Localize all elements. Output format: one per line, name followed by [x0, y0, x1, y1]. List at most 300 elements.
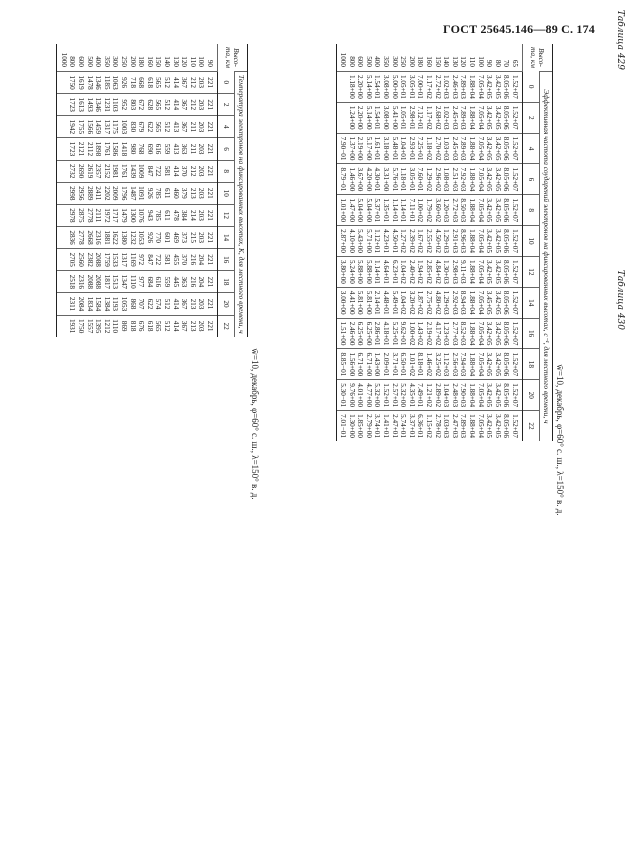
page-header: ГОСТ 25645.146—89 С. 174: [443, 22, 595, 36]
value-cell: 8.05+06: [502, 349, 511, 380]
height-cell: 500: [85, 56, 94, 67]
table-430-body: [336, 44, 522, 441]
height-cell: 110: [468, 56, 477, 67]
value-cell: 3.42+05: [493, 164, 502, 195]
height-cell: 180: [137, 56, 146, 67]
value-cell: 1439: [128, 160, 137, 182]
value-cell: 7.01−01: [336, 411, 347, 441]
value-cell: 204: [197, 249, 206, 271]
value-cell: 2.47+01: [390, 411, 399, 441]
value-cell: 4.10+00: [347, 226, 356, 257]
value-cell: 4.64+01: [382, 256, 391, 287]
value-cell: 1.88+04: [467, 256, 476, 287]
value-cell: 6.23+01: [390, 256, 399, 287]
value-cell: 7.89+03: [459, 411, 468, 441]
value-cell: 1834: [85, 293, 94, 315]
table-row: [424, 44, 433, 441]
time-column-header: 6: [218, 138, 235, 160]
value-cell: 1.88+04: [467, 226, 476, 257]
value-cell: 565: [154, 94, 163, 116]
value-cell: 830: [128, 116, 137, 138]
table-row: [485, 44, 494, 441]
table-row: [407, 44, 416, 441]
value-cell: 2.19+02: [424, 318, 433, 349]
value-cell: 616: [154, 138, 163, 160]
value-cell: 1110: [111, 315, 120, 337]
value-cell: 3.42+05: [485, 318, 494, 349]
value-cell: 1.43+00: [373, 349, 382, 380]
value-cell: 213: [188, 182, 197, 204]
value-cell: 565: [154, 315, 163, 337]
value-cell: 213: [188, 293, 197, 315]
value-cell: 803: [128, 94, 137, 116]
value-cell: 690: [145, 138, 154, 160]
value-cell: 221: [205, 293, 217, 315]
value-cell: 722: [154, 160, 163, 182]
height-cell: 130: [171, 56, 180, 67]
value-cell: 8.05+06: [502, 256, 511, 287]
value-cell: 785: [154, 182, 163, 204]
value-cell: 6.71+00: [356, 349, 365, 380]
value-cell: 1.18+02: [424, 133, 433, 164]
value-cell: 2316: [77, 271, 86, 293]
value-cell: 7.05+04: [476, 349, 485, 380]
value-cell: 5.49+01: [390, 287, 399, 318]
value-cell: 5.81+00: [356, 287, 365, 318]
value-cell: 1.46+00: [347, 164, 356, 195]
value-cell: 1346: [94, 72, 103, 94]
value-cell: 2111: [94, 204, 103, 226]
value-cell: 5.14+00: [364, 72, 373, 103]
value-cell: 3.42+05: [485, 72, 494, 103]
value-cell: 618: [145, 72, 154, 94]
value-cell: 1384: [102, 293, 111, 315]
value-cell: 1380: [119, 226, 128, 248]
value-cell: 5.71+00: [364, 226, 373, 257]
value-cell: 7.60+01: [416, 164, 425, 195]
value-cell: 512: [162, 116, 171, 138]
value-cell: 7.05+04: [476, 72, 485, 103]
value-cell: 2.78+02: [433, 411, 442, 441]
value-cell: 2.68+02: [433, 102, 442, 133]
time-column-header: 0: [523, 72, 540, 103]
value-cell: 5.04+00: [364, 195, 373, 226]
value-cell: 204: [197, 271, 206, 293]
value-cell: 370: [180, 160, 189, 182]
time-column-header: 18: [218, 271, 235, 293]
value-cell: 1761: [119, 160, 128, 182]
value-cell: 3.42+05: [485, 164, 494, 195]
value-cell: 3.42+05: [485, 349, 494, 380]
height-cell: 90: [485, 59, 494, 67]
height-cell: 800: [68, 56, 77, 67]
table-row: [459, 44, 468, 441]
value-cell: 2.47+03: [450, 411, 459, 441]
value-cell: 3.42+05: [485, 380, 494, 411]
table-row: [85, 44, 94, 337]
value-cell: 455: [171, 249, 180, 271]
value-cell: 367: [180, 315, 189, 337]
height-cell: 150: [433, 56, 442, 67]
value-cell: 2.39+02: [407, 226, 416, 257]
time-column-header: 14: [218, 226, 235, 248]
height-cell: 600: [77, 56, 86, 67]
value-cell: 2.55+02: [424, 226, 433, 257]
value-cell: 363: [180, 138, 189, 160]
value-cell: 2.45+03: [450, 133, 459, 164]
value-cell: 1723: [68, 138, 77, 160]
value-cell: 1931: [68, 315, 77, 337]
value-cell: 1622: [111, 226, 120, 248]
value-cell: 8.05+06: [502, 72, 511, 103]
value-cell: 1586: [111, 138, 120, 160]
height-cell: 200: [407, 56, 416, 67]
value-cell: 1981: [111, 160, 120, 182]
value-cell: 1053: [119, 293, 128, 315]
value-cell: 5.14+00: [364, 102, 373, 133]
value-cell: 203: [197, 72, 206, 94]
value-cell: 1.04+01: [399, 133, 408, 164]
value-cell: 1942: [68, 116, 77, 138]
value-cell: 8.96+03: [459, 226, 468, 257]
value-cell: 212: [188, 72, 197, 94]
value-cell: 7.89+03: [459, 72, 468, 103]
value-cell: 1479: [119, 204, 128, 226]
table-430-title: w̄=10, декабрь, φ=60° с. ш., λ=150° в. д.: [555, 364, 565, 516]
value-cell: 1487: [128, 182, 137, 204]
table-429-body: [57, 44, 218, 337]
height-cell: 150: [154, 56, 163, 67]
value-cell: 1.29+03: [442, 287, 451, 318]
value-cell: 1.08+03: [442, 164, 451, 195]
value-cell: 1.18+01: [399, 164, 408, 195]
value-cell: 1584: [94, 293, 103, 315]
value-cell: [57, 182, 68, 204]
value-cell: 1.05+01: [399, 72, 408, 103]
value-cell: 1.03+03: [442, 411, 451, 441]
value-cell: 2875: [77, 204, 86, 226]
value-cell: 4.48+01: [382, 287, 391, 318]
table-429-block: [56, 44, 262, 804]
value-cell: 413: [171, 116, 180, 138]
table-429-label: Таблица 429: [615, 9, 625, 70]
value-cell: 1.23+03: [442, 318, 451, 349]
value-cell: 3.80+00: [336, 256, 347, 287]
value-cell: 1.54+01: [373, 102, 382, 133]
value-cell: 1.35+01: [382, 195, 391, 226]
height-cell: 80: [493, 59, 502, 67]
value-cell: 1.12+03: [442, 349, 451, 380]
value-cell: 370: [180, 249, 189, 271]
table-row: [493, 44, 502, 441]
value-cell: 7.90−01: [336, 133, 347, 164]
value-cell: 2705: [68, 249, 77, 271]
value-cell: 1.52+07: [510, 102, 522, 133]
value-cell: 8.05+06: [502, 226, 511, 257]
value-cell: 2778: [77, 226, 86, 248]
value-cell: 512: [162, 293, 171, 315]
value-cell: 1.20+03: [442, 195, 451, 226]
height-cell: 400: [373, 56, 382, 67]
time-column-header: 18: [523, 349, 540, 380]
value-cell: 1881: [102, 226, 111, 248]
value-cell: 6.50+01: [399, 349, 408, 380]
value-cell: 5.32+00: [373, 380, 382, 411]
value-cell: 3.42+05: [485, 102, 494, 133]
value-cell: 8.05+06: [502, 102, 511, 133]
value-cell: 1.88+04: [467, 195, 476, 226]
value-cell: 3.42+05: [493, 256, 502, 287]
value-cell: 1717: [111, 204, 120, 226]
value-cell: 2.96+02: [433, 164, 442, 195]
value-cell: 1.56+00: [347, 349, 356, 380]
value-cell: 8.52+03: [459, 318, 468, 349]
height-cell: 300: [111, 56, 120, 67]
value-cell: 212: [188, 94, 197, 116]
value-cell: 7.49+01: [416, 380, 425, 411]
value-cell: 379: [180, 182, 189, 204]
value-cell: 676: [137, 315, 146, 337]
value-cell: 3.74+01: [373, 411, 382, 441]
value-cell: 1.41+01: [382, 411, 391, 441]
value-cell: 1557: [85, 315, 94, 337]
value-cell: 1.14+01: [399, 195, 408, 226]
value-cell: 221: [205, 271, 217, 293]
table-row: [57, 44, 68, 337]
value-cell: 2.77+03: [450, 318, 459, 349]
value-cell: [57, 204, 68, 226]
value-cell: 1459: [94, 116, 103, 138]
height-cell: 70: [502, 59, 511, 67]
value-cell: 3.42+05: [485, 226, 494, 257]
value-cell: 3.42+05: [493, 133, 502, 164]
value-cell: 3.42+05: [485, 411, 494, 441]
value-cell: 5.48+01: [390, 133, 399, 164]
value-cell: 7.92+03: [459, 164, 468, 195]
value-cell: 926: [145, 182, 154, 204]
value-cell: 684: [145, 271, 154, 293]
value-cell: 373: [180, 226, 189, 248]
value-cell: 1.61+01: [373, 133, 382, 164]
value-cell: 414: [171, 72, 180, 94]
value-cell: 1.05+01: [399, 102, 408, 133]
value-cell: 1.47+00: [347, 195, 356, 226]
value-cell: [57, 116, 68, 138]
value-cell: 212: [188, 160, 197, 182]
table-row: [102, 44, 111, 337]
value-cell: 1003: [119, 116, 128, 138]
height-column-header: [523, 44, 553, 72]
value-cell: 4.23+01: [382, 226, 391, 257]
value-cell: 5.37+01: [373, 195, 382, 226]
value-cell: 1759: [102, 249, 111, 271]
table-row: [162, 44, 171, 337]
value-cell: 1619: [77, 72, 86, 94]
height-cell: 500: [364, 56, 373, 67]
value-cell: 1317: [102, 116, 111, 138]
value-cell: 2411: [94, 182, 103, 204]
value-cell: 512: [162, 94, 171, 116]
value-cell: 2956: [77, 182, 86, 204]
value-cell: 2202: [102, 182, 111, 204]
table-row: [197, 44, 206, 337]
value-cell: 221: [205, 226, 217, 248]
value-cell: 8.85−01: [336, 349, 347, 380]
value-cell: 4.77+00: [364, 380, 373, 411]
value-cell: 203: [197, 226, 206, 248]
value-cell: 221: [205, 160, 217, 182]
value-cell: 214: [188, 204, 197, 226]
value-cell: 980: [128, 138, 137, 160]
value-cell: 1232: [128, 226, 137, 248]
value-cell: 2.98+01: [407, 102, 416, 133]
value-cell: 6.25+00: [356, 318, 365, 349]
time-column-header: 0: [218, 72, 235, 94]
value-cell: 2382: [85, 249, 94, 271]
value-cell: 1.79+02: [424, 195, 433, 226]
value-cell: 3.42+05: [493, 349, 502, 380]
value-cell: 1.04+03: [442, 380, 451, 411]
value-cell: 4.80+02: [433, 287, 442, 318]
value-cell: 1613: [77, 94, 86, 116]
value-cell: 8.94+03: [459, 287, 468, 318]
value-cell: 8.79−01: [336, 164, 347, 195]
value-cell: 616: [154, 271, 163, 293]
value-cell: 203: [197, 138, 206, 160]
value-cell: 2152: [102, 160, 111, 182]
height-cell: 1000: [336, 44, 347, 72]
value-cell: 2.46+00: [347, 318, 356, 349]
value-cell: 1723: [68, 94, 77, 116]
value-cell: 3.08+00: [382, 102, 391, 133]
value-cell: 977: [137, 271, 146, 293]
value-cell: 1.17+02: [424, 102, 433, 133]
value-cell: 1.52+07: [510, 226, 522, 257]
table-row: [467, 44, 476, 441]
value-cell: 611: [162, 182, 171, 204]
value-cell: 1193: [111, 293, 120, 315]
value-cell: 7.05+04: [476, 380, 485, 411]
value-cell: 7.89+03: [459, 133, 468, 164]
table-row: [356, 44, 365, 441]
value-cell: 1478: [85, 72, 94, 94]
value-cell: 2084: [77, 293, 86, 315]
table-row: [205, 44, 217, 337]
table-row: [111, 44, 120, 337]
value-cell: [57, 160, 68, 182]
table-row: [442, 44, 451, 441]
value-cell: 414: [171, 94, 180, 116]
value-cell: [336, 72, 347, 103]
value-cell: 1.88+04: [467, 133, 476, 164]
value-cell: 2.92+03: [450, 287, 459, 318]
value-cell: 2732: [68, 160, 77, 182]
value-cell: 2.75+02: [424, 287, 433, 318]
time-columns-row: [523, 44, 540, 441]
value-cell: 2.86+01: [373, 318, 382, 349]
value-cell: 1.52+01: [382, 380, 391, 411]
time-column-header: 12: [218, 204, 235, 226]
height-cell: 350: [102, 56, 111, 67]
value-cell: 2560: [77, 249, 86, 271]
time-column-header: 8: [523, 195, 540, 226]
value-cell: 4.50+01: [390, 226, 399, 257]
height-cell: 65: [511, 59, 519, 67]
value-cell: 8.05+06: [502, 195, 511, 226]
value-cell: 5.04+00: [356, 195, 365, 226]
value-cell: 414: [171, 293, 180, 315]
value-cell: 2668: [85, 226, 94, 248]
value-cell: 8.05+06: [502, 380, 511, 411]
value-cell: 5.25+01: [390, 318, 399, 349]
value-cell: 6.36+01: [416, 411, 425, 441]
value-cell: 414: [171, 315, 180, 337]
table-430-caption: Эффективная частота соударений электронов на фиксированных высотах, с⁻¹, для местного времени, ч: [540, 72, 553, 441]
height-cell: 110: [188, 56, 197, 67]
value-cell: 7.90+03: [459, 380, 468, 411]
value-cell: 601: [162, 226, 171, 248]
value-cell: 3.42+05: [493, 226, 502, 257]
value-cell: 8.05+06: [502, 133, 511, 164]
value-cell: 2009: [111, 182, 120, 204]
value-cell: 1.03+03: [442, 133, 451, 164]
value-cell: [57, 293, 68, 315]
value-cell: 384: [180, 204, 189, 226]
value-cell: 5.88+00: [356, 256, 365, 287]
value-cell: 3.45+05: [485, 287, 494, 318]
value-cell: 3.67+00: [356, 164, 365, 195]
value-cell: 8.50+03: [459, 195, 468, 226]
value-cell: 2518: [68, 271, 77, 293]
table-row: [450, 44, 459, 441]
height-cell: 130: [450, 56, 459, 67]
value-cell: 5.17+00: [364, 133, 373, 164]
table-row: [77, 44, 86, 337]
value-cell: 2998: [68, 182, 77, 204]
value-cell: 1175: [111, 116, 120, 138]
table-row: [68, 44, 77, 337]
value-cell: 4.84+02: [433, 256, 442, 287]
height-cell: 140: [163, 56, 172, 67]
value-cell: 203: [197, 160, 206, 182]
height-column-header: [218, 44, 248, 72]
time-column-header: 8: [218, 160, 235, 182]
value-cell: 1.52+07: [510, 256, 522, 287]
value-cell: [336, 102, 347, 133]
value-cell: 1.85+00: [356, 411, 365, 441]
value-cell: 1.43+02: [416, 318, 425, 349]
value-cell: 203: [197, 293, 206, 315]
value-cell: 1053: [137, 226, 146, 248]
value-cell: 1346: [94, 94, 103, 116]
value-cell: 3.08+00: [382, 72, 391, 103]
value-cell: 3.05+01: [407, 164, 416, 195]
value-cell: 2.09+01: [382, 349, 391, 380]
value-cell: 2316: [94, 226, 103, 248]
value-cell: 8.05+06: [502, 164, 511, 195]
table-row: [433, 44, 442, 441]
value-cell: 1418: [119, 138, 128, 160]
value-cell: 559: [162, 271, 171, 293]
value-cell: 5.32+00: [399, 380, 408, 411]
value-cell: 367: [180, 116, 189, 138]
height-cell: 600: [356, 56, 365, 67]
value-cell: 367: [180, 72, 189, 94]
value-cell: 1972: [102, 204, 111, 226]
value-cell: [57, 94, 68, 116]
value-cell: 7.05+04: [476, 133, 485, 164]
table-row: [347, 44, 356, 441]
